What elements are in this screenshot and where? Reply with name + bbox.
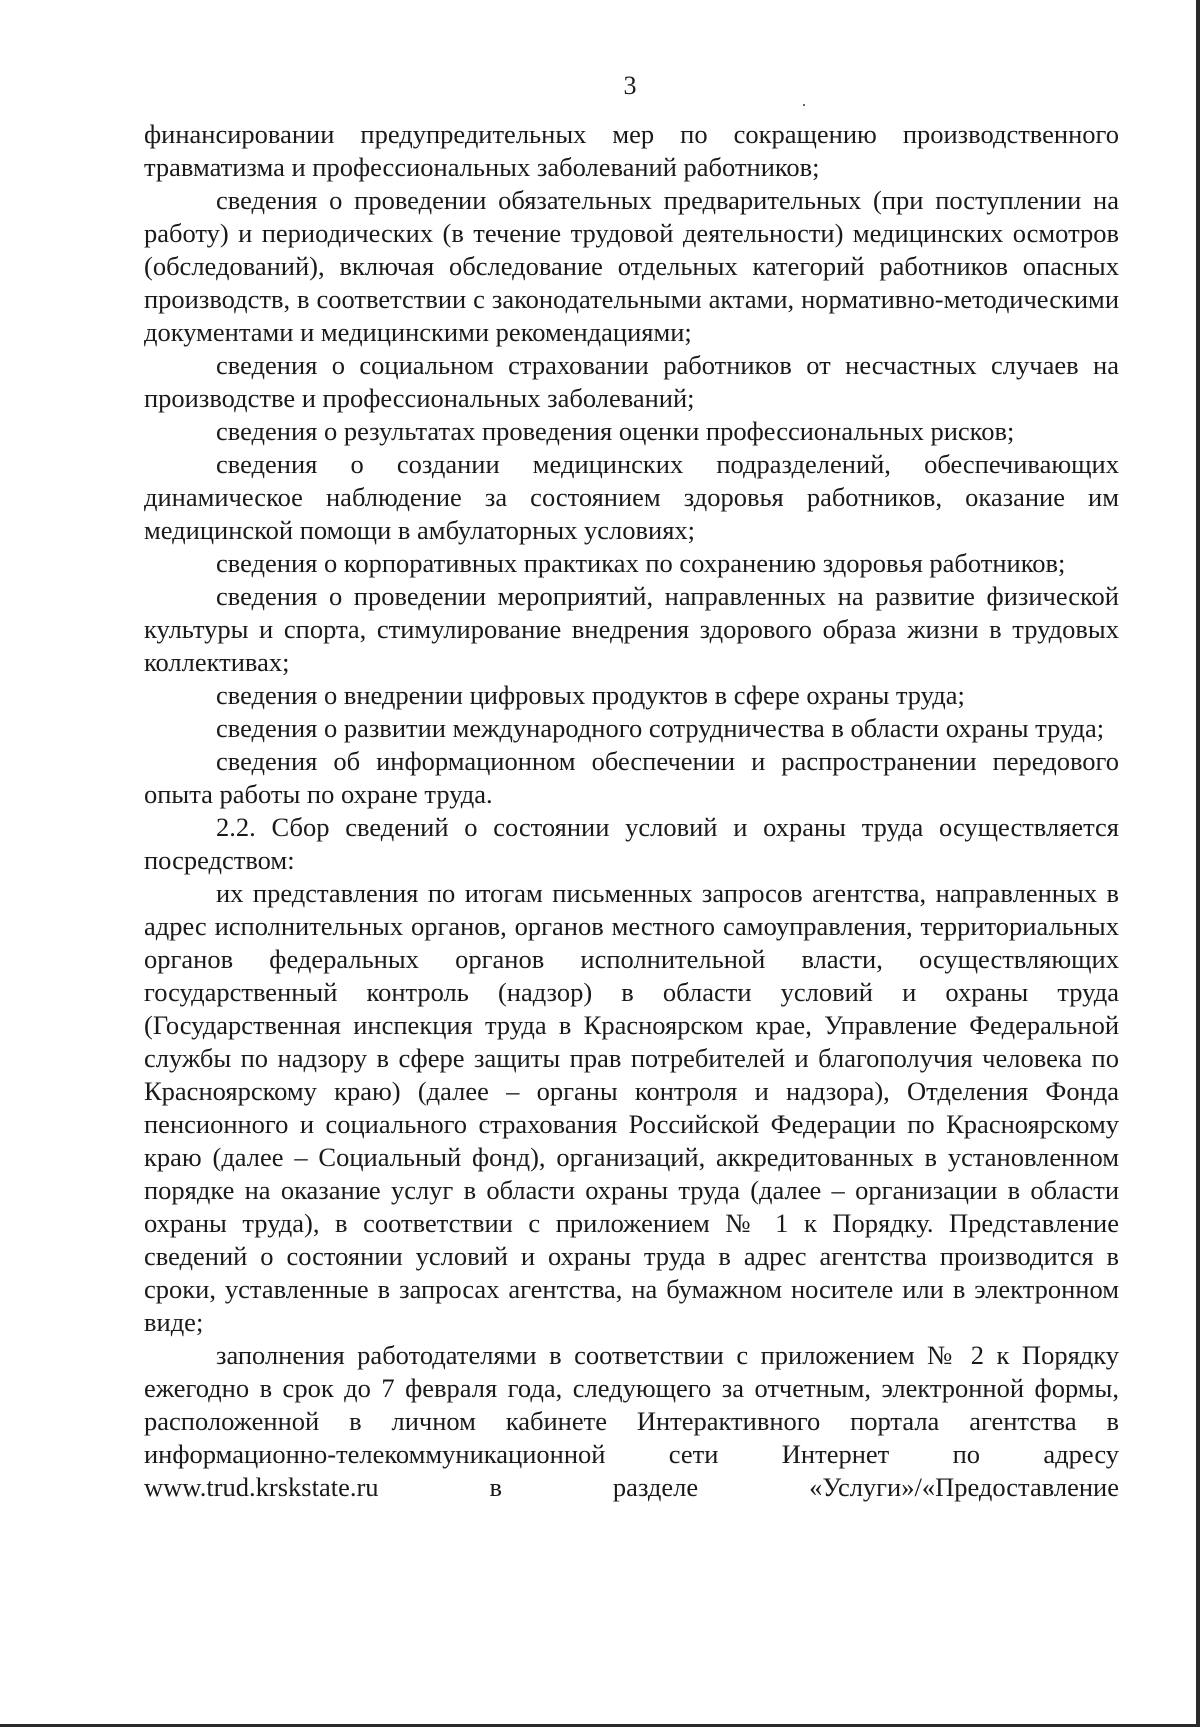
paragraph: сведения о проведении обязательных предварительных (при поступлении на работу) и периодических (в течение трудовой деятельности) медицинских осмотров (обследований), включая обследование отдельных категорий работников опасных производств, в соответствии с законодательными актами, нормативно-методическими документами и медицинскими рекомендациями; xyxy=(144,185,1119,347)
paragraph: сведения об информационном обеспечении и распространении передового опыта работы по охране труда. xyxy=(144,746,1119,809)
page-number: 3 xyxy=(623,71,637,100)
paragraph: сведения о внедрении цифровых продуктов в сфере охраны труда; xyxy=(216,680,965,710)
paragraph: сведения о развитии международного сотрудничества в области охраны труда; xyxy=(216,713,1105,743)
paragraph: сведения о результатах проведения оценки профессиональных рисков; xyxy=(216,416,1015,446)
paragraph: сведения о корпоративных практиках по сохранению здоровья работников; xyxy=(216,548,1066,578)
paragraph: сведения о создании медицинских подразделений, обеспечивающих динамическое наблюдение за состоянием здоровья работников, оказание им медицинской помощи в амбулаторных условиях; xyxy=(144,449,1119,545)
scan-edge-right xyxy=(1196,0,1200,1727)
scan-speck xyxy=(803,104,805,106)
paragraph: сведения о социальном страховании работников от несчастных случаев на производстве и профессиональных заболеваний; xyxy=(144,350,1119,413)
document-body xyxy=(144,118,1119,1504)
paragraph: финансировании предупредительных мер по сокращению производственного травматизма и профессиональных заболеваний работников; xyxy=(144,119,1119,182)
paragraph: заполнения работодателями в соответствии с приложением № 2 к Порядку ежегодно в срок до 7 февраля года, следующего за отчетным, электронной формы, расположенной в личном кабинете Интерактивного портала агентства в информационно-телекоммуникационной сети Интернет по адресу www.trud.krskstate.ru в разделе «Услуги»/«Предоставление xyxy=(144,1340,1119,1502)
paragraph: их представления по итогам письменных запросов агентства, направленных в адрес исполнительных органов, органов местного самоуправления, территориальных органов федеральных органов исполнительной власти, осуществляющих государственный контроль (надзор) в области условий и охраны труда (Государственная инспекция труда в Красноярском крае, Управление Федеральной службы по надзору в сфере защиты прав потребителей и благополучия человека по Красноярскому краю) (далее – органы контроля и надзора), Отделения Фонда пенсионного и социального страхования Российской Федерации по Красноярскому краю (далее – Социальный фонд), организаций, аккредитованных в установленном порядке на оказание услуг в области охраны труда (далее – организации в области охраны труда), в соответствии с приложением № 1 к Порядку. Представление сведений о состоянии условий и охраны труда в адрес агентства производится в сроки, уставленные в запросах агентства, на бумажном носителе или в электронном виде; xyxy=(144,878,1119,1337)
paragraph: 2.2. Сбор сведений о состоянии условий и охраны труда осуществляется посредством: xyxy=(144,812,1119,875)
paragraph: сведения о проведении мероприятий, направленных на развитие физической культуры и спорта, стимулирование внедрения здорового образа жизни в трудовых коллективах; xyxy=(144,581,1119,677)
